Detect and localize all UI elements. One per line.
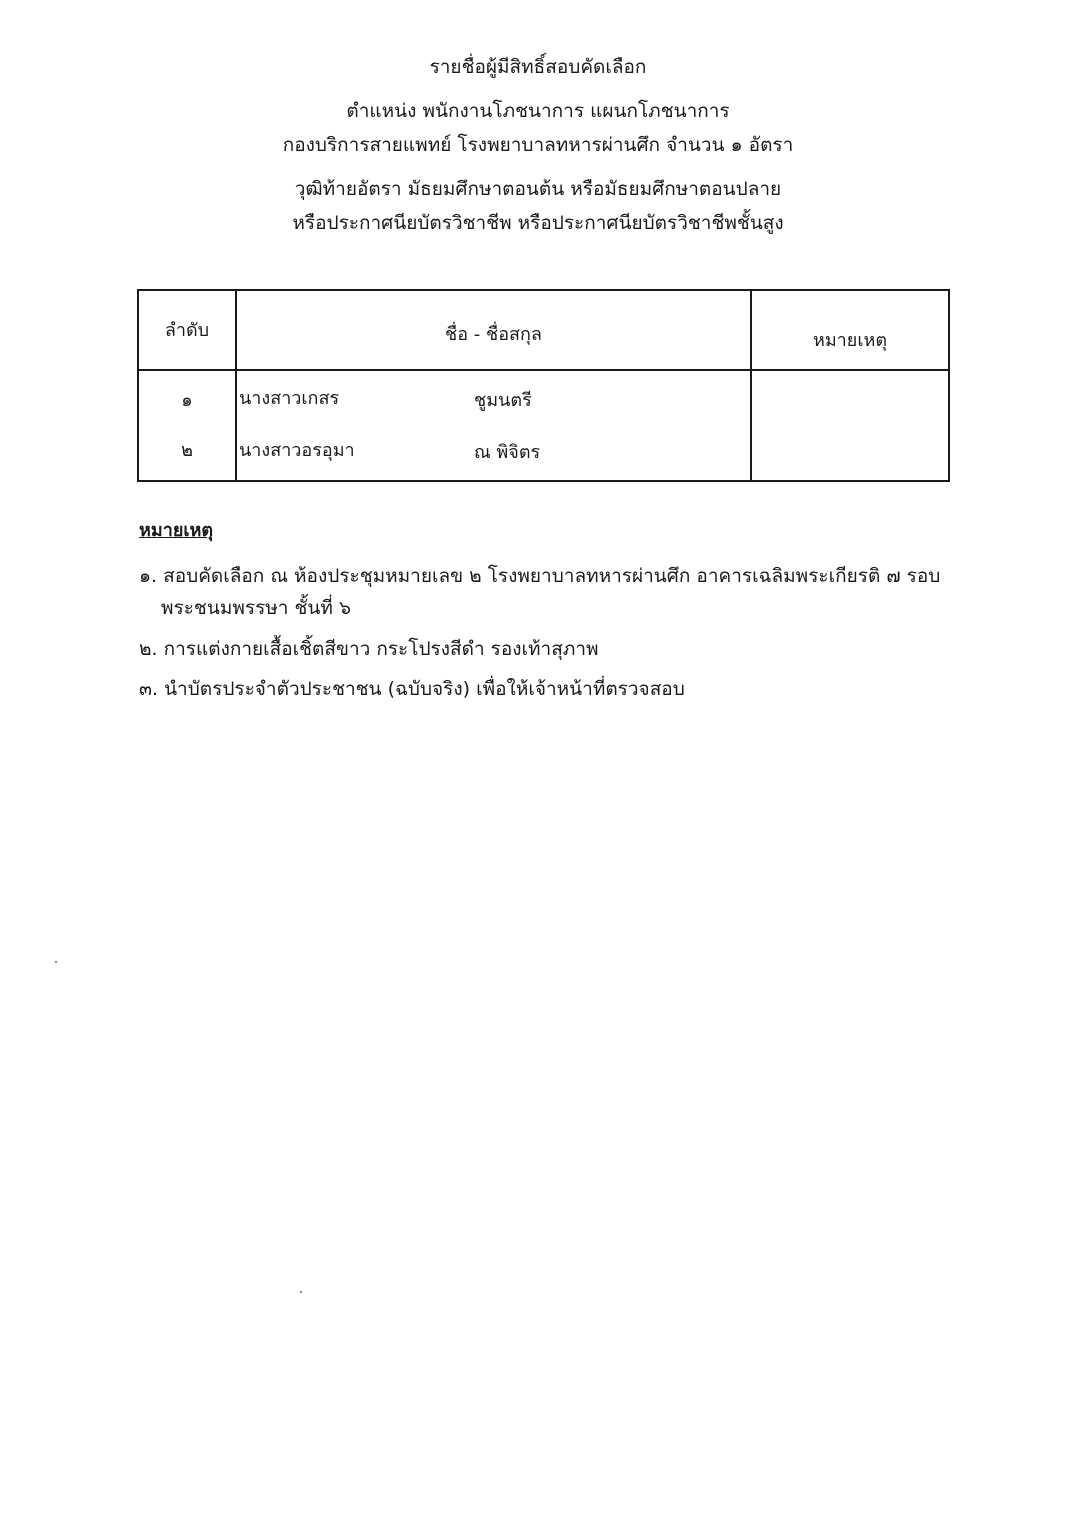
row-order: ๑ bbox=[181, 390, 193, 411]
note-item-1: ๑. สอบคัดเลือก ณ ห้องประชุมหมายเลข ๒ โรงพยาบาลทหารผ่านศึก อาคารเฉลิมพระเกียรติ ๗ รอบ bbox=[139, 565, 941, 587]
row-first-name: นางสาวเกสร bbox=[239, 388, 340, 409]
qualification-line-1: วุฒิท้ายอัตรา มัธยมศึกษาตอนต้น หรือมัธยมศึกษาตอนปลาย bbox=[294, 178, 782, 200]
department-line: กองบริการสายแพทย์ โรงพยาบาลทหารผ่านศึก จำนวน ๑ อัตรา bbox=[282, 134, 794, 156]
column-header-order: ลำดับ bbox=[164, 320, 210, 341]
column-divider bbox=[750, 291, 752, 480]
position-line: ตำแหน่ง พนักงานโภชนาการ แผนกโภชนาการ bbox=[346, 100, 730, 122]
row-last-name: ณ พิจิตร bbox=[474, 442, 541, 463]
scan-speck bbox=[300, 1291, 302, 1293]
row-first-name: นางสาวอรอุมา bbox=[239, 440, 355, 461]
column-divider bbox=[235, 291, 237, 480]
row-last-name: ชูมนตรี bbox=[474, 390, 532, 411]
candidate-table bbox=[137, 289, 950, 482]
column-header-name: ชื่อ - ชื่อสกุล bbox=[445, 324, 542, 345]
notes-title: หมายเหตุ bbox=[139, 520, 214, 541]
header-divider bbox=[139, 369, 948, 371]
document-title: รายชื่อผู้มีสิทธิ์สอบคัดเลือก bbox=[429, 56, 647, 78]
note-item-1-continued: พระชนมพรรษา ชั้นที่ ๖ bbox=[161, 597, 352, 619]
row-order: ๒ bbox=[181, 440, 193, 461]
note-item-2: ๒. การแต่งกายเสื้อเชิ้ตสีขาว กระโปรงสีดำ รองเท้าสุภาพ bbox=[139, 638, 599, 660]
qualification-line-2: หรือประกาศนียบัตรวิชาชีพ หรือประกาศนียบัตรวิชาชีพชั้นสูง bbox=[292, 212, 784, 234]
column-header-remark: หมายเหตุ bbox=[812, 330, 888, 351]
scan-speck bbox=[55, 961, 57, 963]
note-item-3: ๓. นำบัตรประจำตัวประชาชน (ฉบับจริง) เพื่อให้เจ้าหน้าที่ตรวจสอบ bbox=[139, 678, 685, 700]
